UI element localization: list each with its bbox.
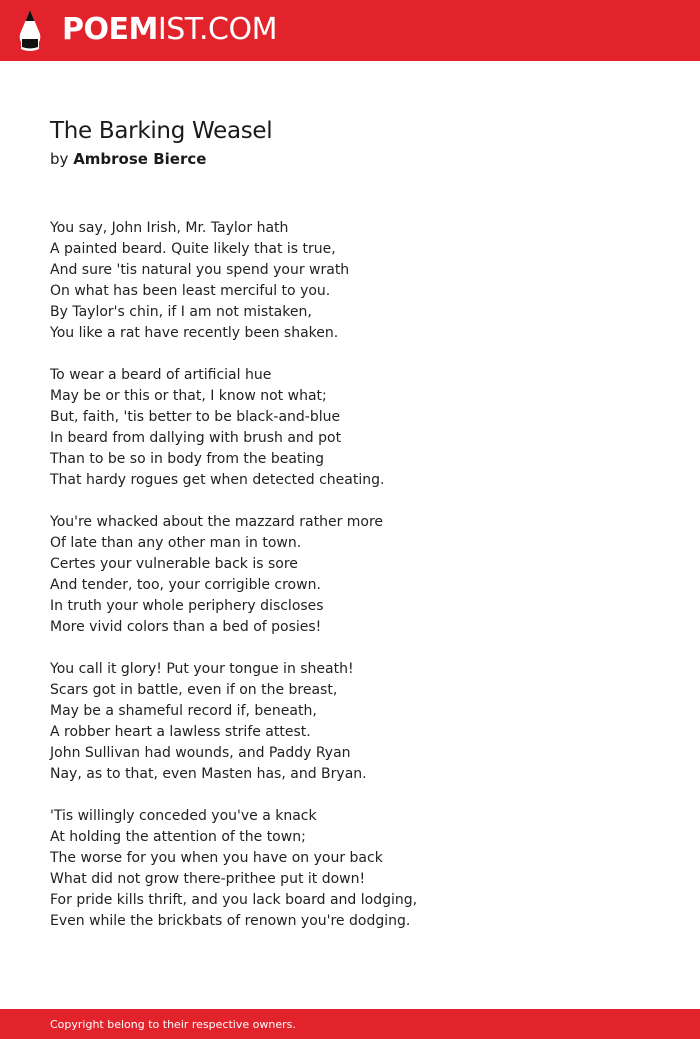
poem-line: But, faith, 'tis better to be black-and-blue <box>50 409 341 425</box>
stanza <box>50 218 650 344</box>
author-name: Ambrose Bierce <box>73 150 207 168</box>
poem-line: Scars got in battle, even if on the breast, <box>50 682 338 698</box>
poem-line: And tender, too, your corrigible crown. <box>50 577 321 593</box>
poem-line: You're whacked about the mazzard rather more <box>50 514 384 530</box>
poem-line: By Taylor's chin, if I am not mistaken, <box>50 304 312 320</box>
site-header <box>0 0 700 61</box>
poem-line: More vivid colors than a bed of posies! <box>50 619 322 635</box>
poem-body <box>50 218 650 953</box>
pencil-tip-icon <box>18 9 42 51</box>
poem-line: In beard from dallying with brush and pot <box>50 430 342 446</box>
byline-prefix: by <box>50 150 69 168</box>
poem-line: To wear a beard of artificial hue <box>50 367 272 383</box>
poem-line: Than to be so in body from the beating <box>50 451 325 467</box>
poem-line: You say, John Irish, Mr. Taylor hath <box>50 220 289 236</box>
stanza <box>50 365 650 491</box>
poem-line: For pride kills thrift, and you lack board and lodging, <box>50 892 418 908</box>
poem-line: That hardy rogues get when detected cheating. <box>50 472 385 488</box>
poem-line: And sure 'tis natural you spend your wrath <box>50 262 350 278</box>
byline <box>50 149 206 169</box>
logo-bold-text: POEM <box>62 12 158 47</box>
site-logo[interactable] <box>62 12 277 48</box>
poem-line: You like a rat have recently been shaken. <box>50 325 339 341</box>
poem-title: The Barking Weasel <box>50 118 273 144</box>
site-footer <box>0 1009 700 1039</box>
poem-line: May be or this or that, I know not what; <box>50 388 327 404</box>
poem-line: John Sullivan had wounds, and Paddy Ryan <box>50 745 351 761</box>
stanza <box>50 659 650 785</box>
poem-line: At holding the attention of the town; <box>50 829 306 845</box>
poem-line: You call it glory! Put your tongue in sheath! <box>50 661 354 677</box>
poem-line: In truth your whole periphery discloses <box>50 598 324 614</box>
poem-line: Of late than any other man in town. <box>50 535 302 551</box>
poem-line: May be a shameful record if, beneath, <box>50 703 317 719</box>
poem-line: What did not grow there-prithee put it down! <box>50 871 366 887</box>
poem-line: Certes your vulnerable back is sore <box>50 556 298 572</box>
poem-line: Even while the brickbats of renown you're dodging. <box>50 913 411 929</box>
poem-line: 'Tis willingly conceded you've a knack <box>50 808 317 824</box>
stanza <box>50 806 650 932</box>
copyright-text: Copyright belong to their respective owners. <box>50 1018 296 1031</box>
stanza <box>50 512 650 638</box>
poem-line: Nay, as to that, even Masten has, and Bryan. <box>50 766 367 782</box>
poem-line: A painted beard. Quite likely that is true, <box>50 241 336 257</box>
poem-line: A robber heart a lawless strife attest. <box>50 724 311 740</box>
logo-light-text: IST.COM <box>157 12 277 47</box>
poem-line: On what has been least merciful to you. <box>50 283 331 299</box>
poem-line: The worse for you when you have on your back <box>50 850 383 866</box>
